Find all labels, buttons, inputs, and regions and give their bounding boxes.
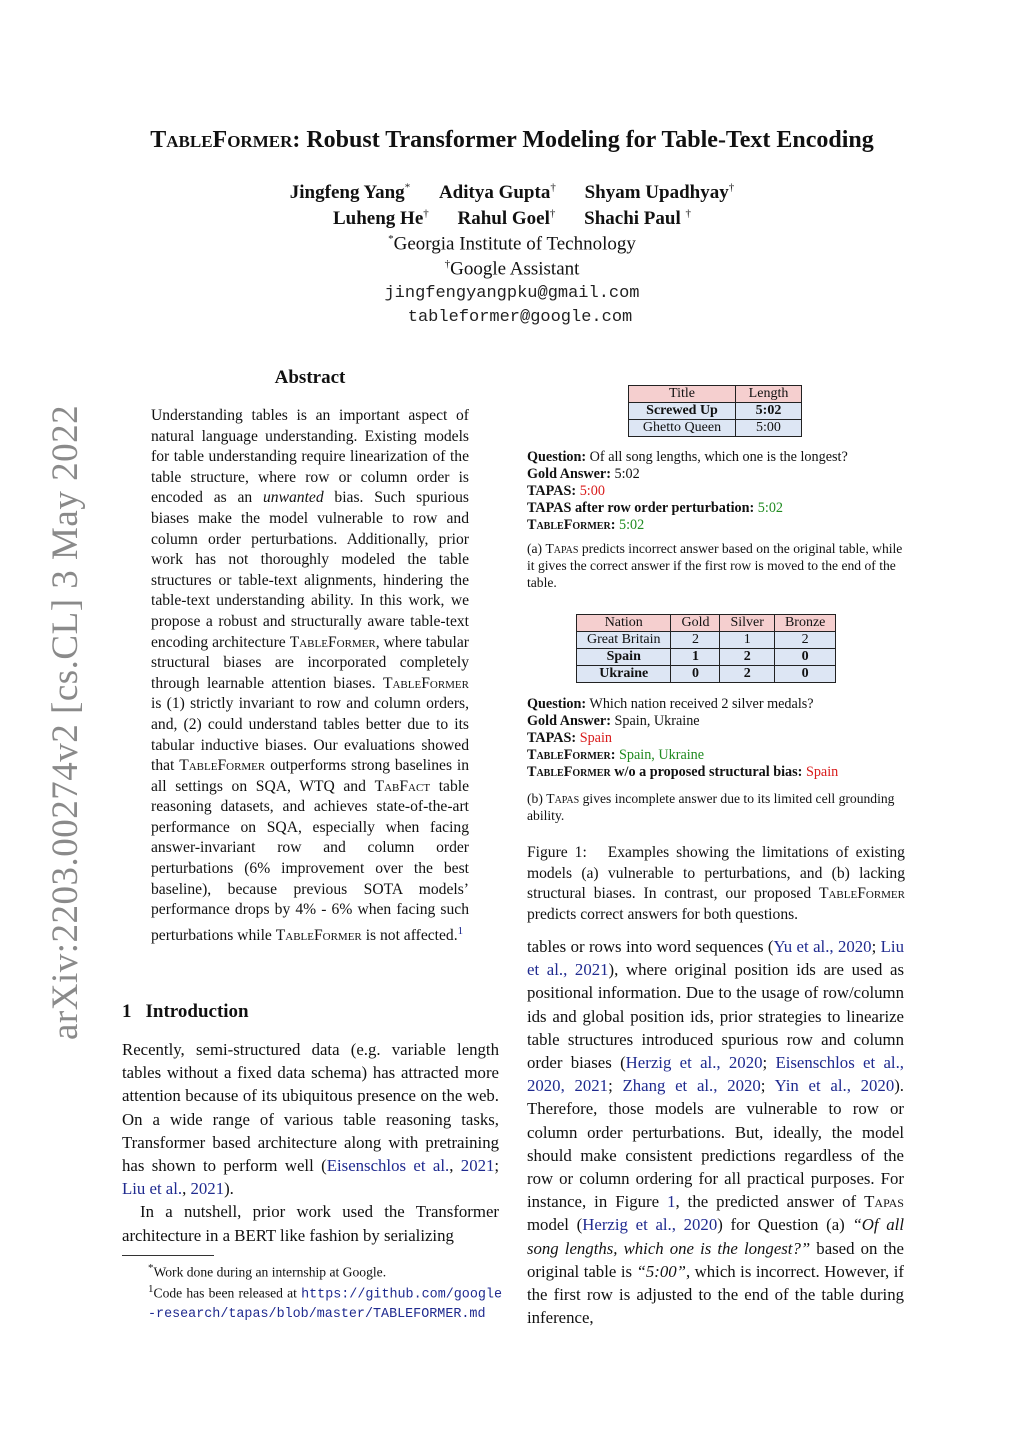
table-header-cell: Gold — [671, 615, 720, 632]
abstract-text: is not affected. — [365, 927, 458, 945]
affiliation — [100, 233, 924, 255]
text: ). — [224, 1179, 234, 1199]
citation-link[interactable]: Liu et al., 2021 — [527, 937, 904, 980]
text: predicts incorrect answer based on the original table, while it gives the correct answer if the first row is moved to the end of the table. — [527, 541, 903, 590]
question-text: Of all song lengths, which one is the longest? — [589, 449, 848, 465]
author — [333, 208, 429, 229]
author-mark: * — [404, 182, 411, 194]
table-cell: 0 — [774, 666, 835, 683]
label: TableFormer: — [527, 747, 616, 763]
figure-link[interactable]: 1 — [667, 1192, 676, 1212]
affiliation — [100, 258, 924, 280]
intro-body — [122, 1038, 499, 1247]
paragraph: Recently, semi-structured data (e.g. variable length tables without a fixed data schema) has attracted more attention because of its ubiquitous presence on the web. On a wide range of various table reasoning tasks, Transformer based architecture along with pretraining has shown to perform well (Eisenschlos et al., 2021; Liu et al., 2021). — [122, 1040, 500, 1199]
citation-link[interactable]: Herzig et al., 2020 — [625, 1053, 763, 1073]
table-cell: 5:00 — [736, 420, 802, 437]
table-cell: 2 — [671, 632, 720, 649]
affiliation-mark: † — [444, 258, 451, 270]
text: (a) — [527, 541, 543, 556]
answer-text: Spain, Ukraine — [618, 747, 705, 763]
text: ; — [762, 1053, 768, 1073]
author-name: Jingfeng Yang — [289, 182, 405, 204]
table-header-cell: Silver — [720, 615, 774, 632]
author-mark: † — [549, 208, 556, 220]
label: TAPAS: — [527, 483, 577, 499]
abstract-text: outperforms strong baselines in all settings on SQA, WTQ and — [151, 757, 469, 795]
email: tableformer@google.com — [407, 308, 633, 327]
tableformer-line — [527, 517, 917, 534]
citation-link[interactable]: Eisenschlos et al. — [326, 1156, 450, 1176]
answer-text: Spain — [579, 730, 613, 746]
subfigure-caption-b — [527, 790, 907, 824]
label: Gold Answer: — [527, 713, 611, 729]
authors-line-2 — [100, 208, 924, 230]
footnote-text: Code has been released at — [153, 1285, 297, 1301]
table-cell: Ghetto Queen — [629, 420, 736, 437]
author — [439, 182, 556, 203]
figure-caption — [527, 843, 905, 925]
answer-text: 5:02 — [614, 466, 640, 482]
text: tables or rows into word sequences ( — [527, 937, 774, 956]
code-url-link[interactable]: https://github.com/google-research/tapas/blob/master/TABLEFORMER.md — [148, 1287, 502, 1323]
author — [584, 208, 691, 229]
text: Recently, semi-structured data (e.g. variable length tables without a fixed data schema) has attracted more attention because of its ubiquitous presence on the web. On a wide range of various table reasoning tasks, Transformer based architecture along with pretraining has shown to perform well ( — [122, 1040, 499, 1176]
author-name: Rahul Goel — [457, 208, 550, 230]
text: ; — [608, 1076, 613, 1096]
answer-text: Spain, Ukraine — [614, 713, 700, 729]
author-mark: † — [423, 208, 429, 220]
affiliation-name: Georgia Institute of Technology — [393, 233, 636, 255]
model-name: Tapas — [545, 541, 579, 556]
answer-text: 5:02 — [757, 500, 784, 516]
text: , which is incorrect. However, if the first row is adjusted to the end of the table during inference, — [527, 1261, 904, 1328]
title-rest: : Robust Transformer Modeling for Table-Text Encoding — [292, 127, 874, 153]
abstract-emphasis: unwanted — [262, 489, 324, 507]
dataset-name: TabFact — [374, 777, 431, 795]
footnote-mark: * — [148, 1262, 154, 1274]
table-cell: Ukraine — [577, 666, 671, 683]
affiliation-name: Google Assistant — [450, 258, 580, 280]
authors-line-1 — [100, 182, 924, 204]
abstract-text: Understanding tables is an important aspect of natural language understanding. Existing models for table understanding require linearization of the table structure, where row or column order is encoded as an — [151, 407, 469, 507]
author-name: Luheng He — [332, 208, 424, 230]
abstract-heading: Abstract — [274, 367, 346, 388]
abstract-text: table reasoning datasets, and achieves state-of-the-art performance on SQA, especially when facing answer-invariant row and column order perturbations (6% improvement over the best baseline), because previous SOTA models’ performance drops by 4% - 6% when facing such perturbations while — [151, 777, 470, 945]
section-number: 1 — [122, 1001, 132, 1022]
perturb-line — [527, 500, 917, 517]
abstract-text: is (1) strictly invariant to row and column orders, and, (2) could understand tables better due to its tabular inductive biases. Our evaluations showed that — [151, 695, 469, 775]
table-cell: Great Britain — [577, 632, 671, 649]
answer-text: 5:02 — [618, 517, 645, 533]
figure-a-qa — [527, 449, 917, 534]
author — [290, 182, 410, 203]
text: gives incomplete answer due to its limited cell grounding ability. — [527, 791, 895, 823]
arxiv-stamp: arXiv:2203.00274v2 [cs.CL] 3 May 2022 — [45, 404, 86, 1040]
text: , the predicted answer of — [675, 1192, 857, 1212]
label: Question: — [527, 696, 587, 712]
table-cell: 2 — [720, 649, 774, 666]
citation-link[interactable]: Zhang et al., 2020 — [622, 1076, 761, 1096]
footnote-link[interactable]: 1 — [457, 924, 464, 937]
model-name: TableFormer — [818, 885, 905, 903]
answer-text: Spain — [805, 764, 839, 780]
right-column-body — [527, 935, 904, 1329]
label: TAPAS: — [527, 730, 577, 746]
quoted-question: “Of all song lengths, which one is the longest?” — [527, 1215, 904, 1258]
question-line — [527, 449, 917, 466]
table-cell: 5:02 — [736, 403, 802, 420]
citation-link[interactable]: Liu et al. — [122, 1179, 183, 1199]
citation-link[interactable]: Yin et al., 2020 — [774, 1076, 895, 1096]
text: ; — [760, 1076, 766, 1096]
email: jingfengyangpku@gmail.com — [384, 284, 640, 303]
section-heading — [122, 1001, 249, 1023]
figure-b-qa — [527, 696, 917, 781]
model-name: TableFormer — [382, 674, 469, 692]
citation-link[interactable]: Eisenschlos et al., 2020, 2021 — [527, 1053, 904, 1096]
author-mark: † — [728, 182, 735, 194]
model-name: Tapas — [546, 791, 580, 806]
author — [458, 208, 556, 229]
table-cell: 2 — [774, 632, 835, 649]
example-table-a — [628, 385, 802, 437]
figure-label: Figure 1: — [527, 844, 587, 861]
table-cell: 1 — [720, 632, 774, 649]
affiliation-mark: * — [388, 233, 394, 245]
gold-line — [527, 713, 917, 730]
paper-title — [100, 127, 924, 154]
label: w/o a proposed structural bias: — [614, 764, 803, 780]
table-cell: 1 — [671, 649, 720, 666]
answer-text: 5:00 — [579, 483, 605, 499]
table-cell: 0 — [671, 666, 720, 683]
label: Question: — [527, 449, 587, 465]
text: ) for Question (a) — [717, 1215, 845, 1235]
table-header-cell: Length — [736, 386, 802, 403]
citation-link[interactable]: Yu et al., 2020 — [773, 937, 872, 956]
text: ), where original position ids are used as positional information. Due to the usage of row/column ids and global position ids, prior strategies to linearize table structures introduced spurious row and column order biases ( — [527, 960, 904, 1073]
gold-line — [527, 466, 917, 483]
abstract-body — [151, 406, 469, 947]
table-header-cell: Nation — [577, 615, 671, 632]
author-mark: † — [685, 208, 692, 220]
model-name: Tapas — [864, 1192, 904, 1212]
author-mark: † — [550, 182, 556, 194]
label: TAPAS after row order perturbation: — [527, 500, 755, 516]
text: ; — [494, 1156, 500, 1176]
text: based on the original table is — [527, 1238, 904, 1281]
section-title: Introduction — [145, 1001, 249, 1022]
footnote — [122, 1281, 502, 1324]
ablation-line — [527, 764, 917, 781]
quoted-answer: “5:00” — [636, 1261, 686, 1281]
tableformer-line — [527, 747, 917, 764]
paragraph: In a nutshell, prior work used the Transformer architecture in a BERT like fashion by serializing — [122, 1202, 499, 1245]
tapas-line — [527, 483, 917, 500]
text: ). Therefore, those models are vulnerable to row or column order perturbations. But, ideally, the model should make consistent predictions regardless of the row or column ordering for all practical purposes. For instance, in Figure — [527, 1076, 905, 1212]
subfigure-caption-a — [527, 540, 907, 591]
question-line — [527, 696, 917, 713]
footnote-divider — [122, 1255, 214, 1256]
citation-link[interactable]: 2021 — [190, 1179, 225, 1199]
model-name: TableFormer — [179, 757, 266, 775]
label: Gold Answer: — [527, 466, 611, 482]
title-model-name: TableFormer — [150, 127, 293, 153]
footnote-mark: 1 — [148, 1283, 154, 1296]
tapas-line — [527, 730, 917, 747]
footnotes — [122, 1260, 502, 1324]
table-cell: 2 — [720, 666, 774, 683]
table-cell: 0 — [774, 649, 835, 666]
abstract-text: , where tabular structural biases are incorporated completely through learnable attention biases. — [151, 633, 469, 692]
label: TableFormer: — [527, 517, 616, 533]
footnote — [122, 1260, 502, 1281]
table-cell: Screwed Up — [629, 403, 736, 420]
example-table-b — [576, 614, 836, 683]
model-name: TableFormer — [289, 633, 376, 651]
footnote-text: Work done during an internship at Google. — [153, 1264, 387, 1280]
text: ; — [871, 937, 877, 956]
text: model ( — [527, 1215, 583, 1235]
citation-link[interactable]: Herzig et al., 2020 — [582, 1215, 718, 1235]
table-header-cell: Bronze — [774, 615, 835, 632]
text: Examples showing the limitations of existing models (a) vulnerable to perturbations, and (b) lacking structural biases. In contrast, our proposed — [527, 844, 905, 903]
model-name: TableFormer — [275, 927, 362, 945]
author-name: Shyam Upadhyay — [584, 182, 729, 204]
table-cell: Spain — [577, 649, 671, 666]
question-text: Which nation received 2 silver medals? — [589, 696, 814, 712]
text: (b) — [527, 791, 543, 806]
table-header-cell: Title — [629, 386, 736, 403]
model-name: TableFormer — [527, 764, 611, 780]
citation-link[interactable]: 2021 — [460, 1156, 495, 1176]
author-name: Shachi Paul — [584, 208, 681, 230]
text: predicts correct answers for both questions. — [527, 905, 799, 923]
author — [585, 182, 735, 203]
author-name: Aditya Gupta — [438, 182, 551, 204]
abstract-text: bias. Such spurious biases make the model vulnerable to row and column order perturbations. Additionally, prior work has not thoroughly modeled the table structures or table-text alignments, hindering the table-text understanding ability. In this work, we propose a robust and structurally aware table-text encoding architecture — [151, 489, 469, 651]
